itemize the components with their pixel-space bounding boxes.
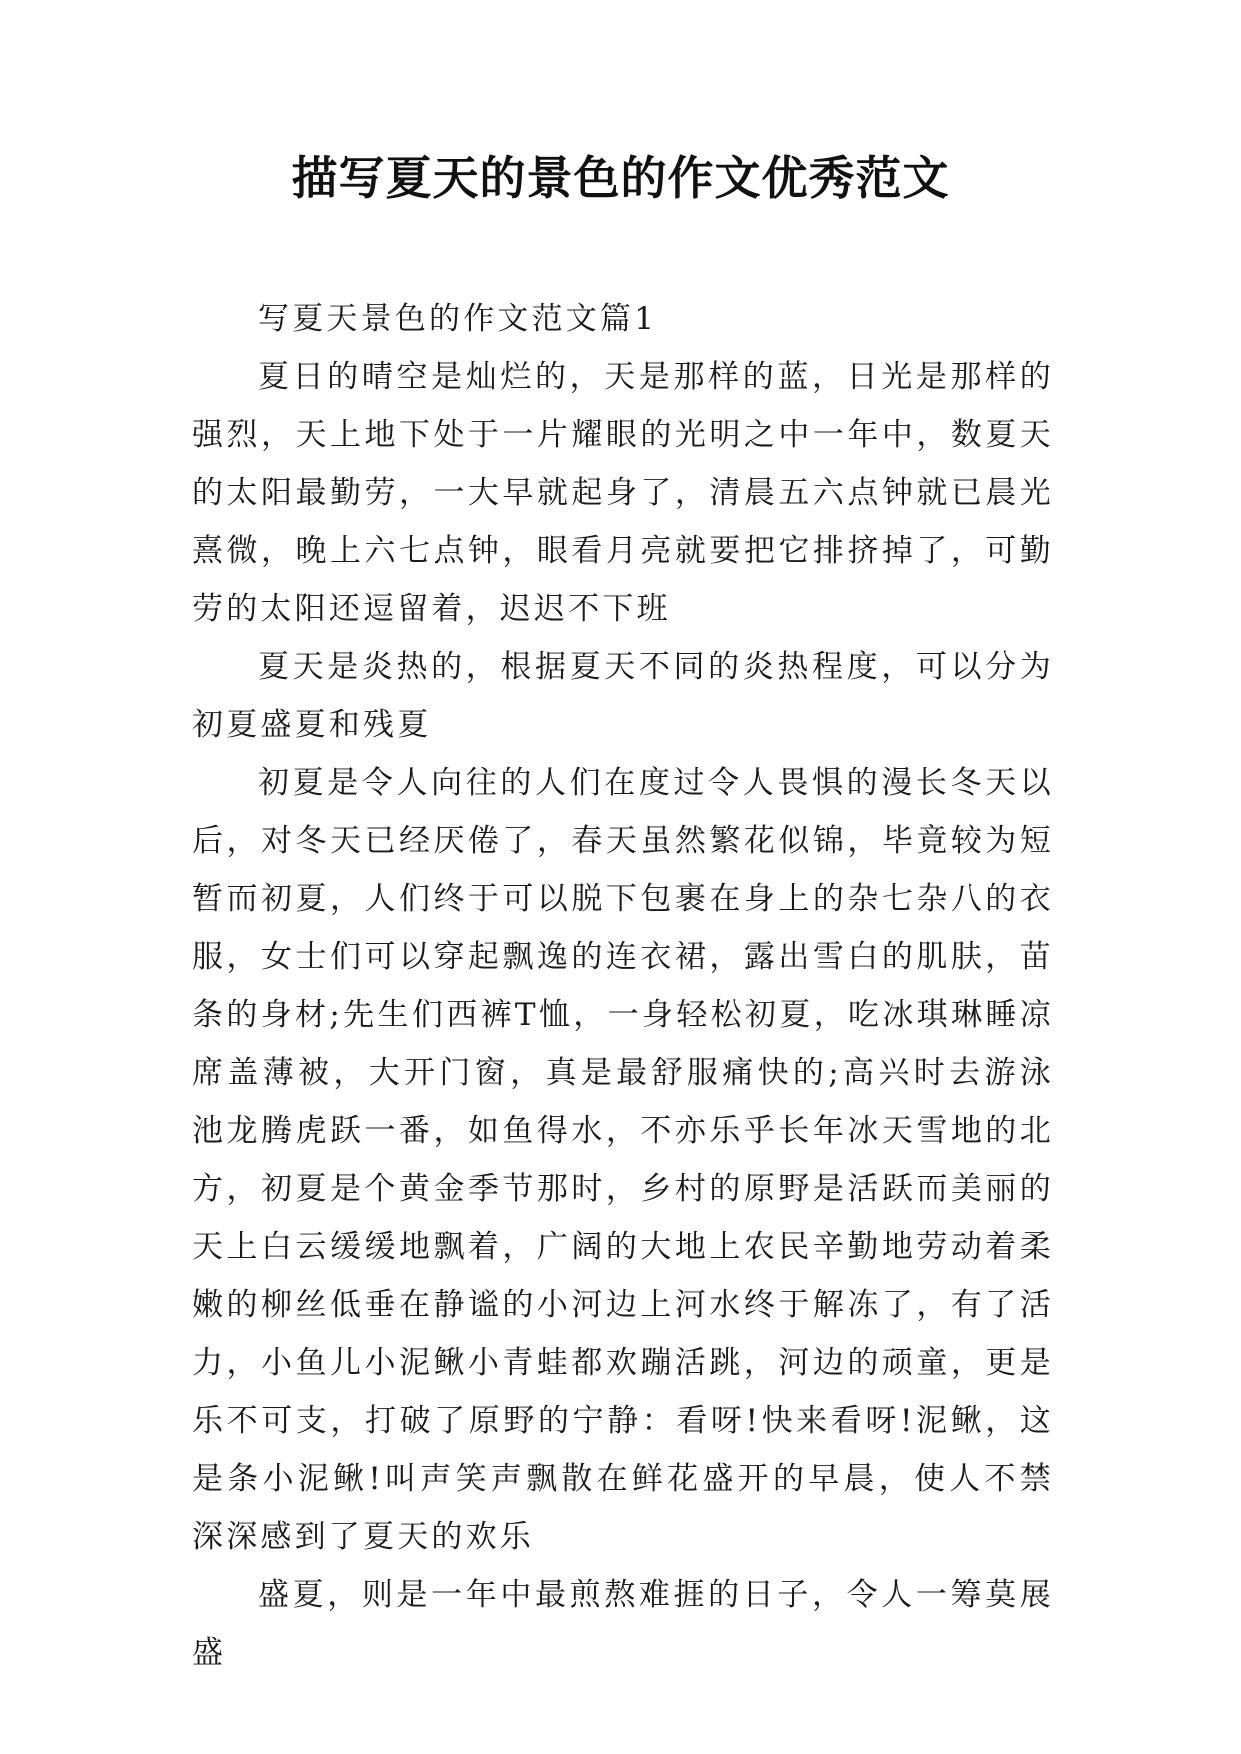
section-heading: 写夏天景色的作文范文篇1 <box>258 301 658 337</box>
document-title: 描写夏天的景色的作文优秀范文 <box>291 151 950 205</box>
paragraph: 初夏是令人向往的人们在度过令人畏惧的漫长冬天以后，对冬天已经厌倦了，春天虽然繁花似锦，毕竟较为短暂而初夏，人们终于可以脱下包裹在身上的杂七杂八的衣服，女士们可以穿起飘逸的连衣裙，露出雪白的肌肤，苗条的身材;先生们西裤T恤，一身轻松初夏，吃冰琪琳睡凉席盖薄被，大开门窗，真是最舒服痛快的;高兴时去游泳池龙腾虎跃一番，如鱼得水，不亦乐乎长年冰天雪地的北方，初夏是个黄金季节那时，乡村的原野是活跃而美丽的天上白云缓缓地飘着，广阔的大地上农民辛勤地劳动着柔嫩的柳丝低垂在静谧的小河边上河水终于解冻了，有了活力，小鱼儿小泥鳅小青蛙都欢蹦活跳，河边的顽童，更是乐不可支，打破了原野的宁静：看呀!快来看呀!泥鳅，这是条小泥鳅!叫声笑声飘散在鲜花盛开的早晨，使人不禁深深感到了夏天的欢乐 <box>192 765 1054 1555</box>
paragraph: 夏天是炎热的，根据夏天不同的炎热程度，可以分为初夏盛夏和残夏 <box>192 649 1054 743</box>
paragraph: 盛夏，则是一年中最煎熬难捱的日子，令人一筹莫展盛 <box>192 1577 1054 1671</box>
paragraph: 夏日的晴空是灿烂的，天是那样的蓝，日光是那样的强烈，天上地下处于一片耀眼的光明之中一年中，数夏天的太阳最勤劳，一大早就起身了，清晨五六点钟就已晨光熹微，晚上六七点钟，眼看月亮就要把它排挤掉了，可勤劳的太阳还逗留着，迟迟不下班 <box>192 359 1054 627</box>
document-body <box>192 290 1054 1682</box>
